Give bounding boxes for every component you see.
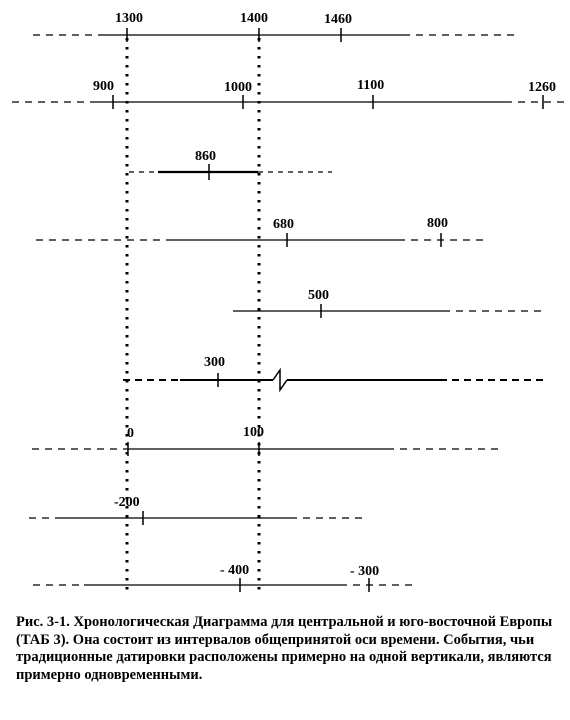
tick-label: 800 <box>427 216 448 231</box>
timeline-4 <box>36 216 485 247</box>
tick-label: 0 <box>127 426 134 441</box>
timeline-2 <box>12 78 565 109</box>
tick-label: 1000 <box>224 80 252 95</box>
timeline-5 <box>233 288 545 318</box>
timeline-6 <box>123 355 545 390</box>
timeline-3 <box>129 149 332 180</box>
tick-label: 500 <box>308 288 329 303</box>
tick-label: - 300 <box>350 564 380 579</box>
timeline-9 <box>33 563 415 592</box>
tick-label: 1400 <box>240 11 268 26</box>
tick-label: - 400 <box>220 563 250 578</box>
timeline-7 <box>32 425 502 456</box>
tick-label: 300 <box>204 355 225 370</box>
timeline-8 <box>29 495 368 525</box>
tick-label: -200 <box>114 495 140 510</box>
timeline-1 <box>33 11 515 42</box>
tick-label: 1460 <box>324 12 352 27</box>
tick-label: 860 <box>195 149 216 164</box>
tick-label: 900 <box>93 79 114 94</box>
figure-caption: Рис. 3-1. Хронологическая Диаграмма для центральной и юго-восточной Европы (ТАБ 3). Она состоит из интервалов общепринятой оси времени. События, чьи традиционные датировки расположены примерно на одной вертикали, являются примерно одновременными. <box>16 614 553 683</box>
tick-label: 100 <box>243 425 264 440</box>
zigzag-break-mark <box>273 370 287 390</box>
tick-label: 1100 <box>357 78 385 93</box>
tick-label: 1260 <box>528 80 556 95</box>
tick-label: 680 <box>273 217 294 232</box>
tick-label: 1300 <box>115 11 143 26</box>
